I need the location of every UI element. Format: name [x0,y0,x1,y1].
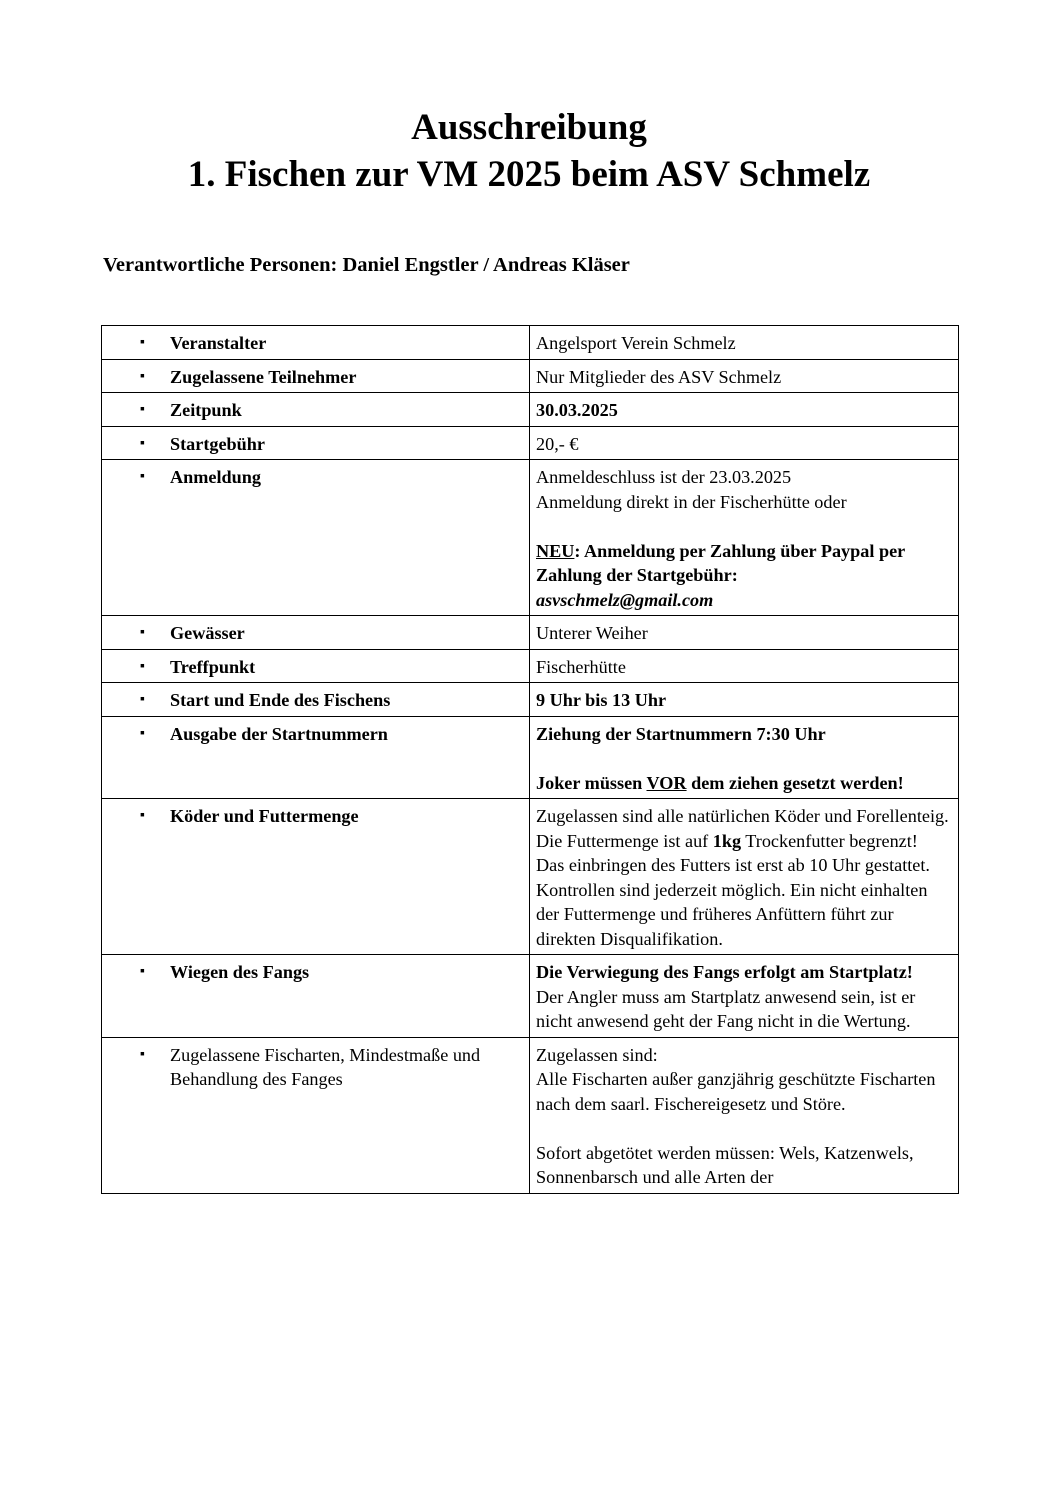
feed-time: Das einbringen des Futters ist erst ab 10 Uhr gestattet. [536,855,930,875]
row-label: Treffpunkt [170,656,256,677]
table-row [102,616,959,650]
bullet-icon: ▪ [140,402,145,417]
registration-paypal: NEU: Anmeldung per Zahlung über Paypal per Zahlung der Startgebühr: [536,540,905,585]
table-row [102,649,959,683]
table-row [102,955,959,1038]
row-label: Köder und Futtermenge [170,806,359,826]
row-label: Zugelassene Teilnehmer [170,366,357,387]
table-row [102,326,959,360]
bullet-icon: ▪ [140,435,145,451]
row-label: Gewässer [170,623,245,643]
row-label: Startgebühr [170,433,265,454]
controls-note: Kontrollen sind jederzeit möglich. Ein nicht einhalten der Futtermenge und früheres Anfüttern führt zur direkten Disqualifikation. [536,879,928,949]
row-label: Ausgabe der Startnummern [170,723,388,744]
row-value: Nur Mitglieder des ASV Schmelz [530,359,959,393]
weighing-note: Der Angler muss am Startplatz anwesend sein, ist er nicht anwesend geht der Fang nicht in die Wertung. [536,986,916,1031]
row-label: Zeitpunk [170,400,242,420]
bait-allowed: Zugelassen sind alle natürlichen Köder und Forellenteig. [536,806,949,826]
paypal-email: asvschmelz@gmail.com [536,589,714,610]
row-label: Anmeldung [170,467,261,487]
row-label: Wiegen des Fangs [170,962,310,982]
info-table [101,325,959,1194]
registration-direct: Anmeldung direkt in der Fischerhütte oder [536,491,847,512]
title-line-1: Ausschreibung [411,107,647,148]
bullet-icon: ▪ [140,368,145,384]
draw-time: Ziehung der Startnummern 7:30 Uhr [536,723,826,744]
row-label: Zugelassene Fischarten, Mindestmaße und Behandlung des Fanges [170,1044,481,1089]
row-label: Veranstalter [170,333,267,353]
table-row [102,716,959,799]
table-row [102,799,959,955]
species-heading: Zugelassen sind: [536,1044,658,1065]
row-value: 9 Uhr bis 13 Uhr [530,683,959,717]
bullet-icon: ▪ [140,469,145,484]
responsible-persons: Verantwortliche Personen: Daniel Engstler / Andreas Kläser [103,254,630,276]
document-title [0,104,1058,198]
row-label: Start und Ende des Fischens [170,690,391,710]
bullet-icon: ▪ [140,658,145,674]
new-label: NEU [536,540,575,561]
table-row [102,460,959,616]
row-value [530,460,959,616]
bullet-icon: ▪ [140,1046,145,1062]
row-value [530,716,959,799]
row-value [530,1037,959,1193]
row-value: Angelsport Verein Schmelz [530,326,959,360]
bullet-icon: ▪ [140,625,145,640]
row-value [530,955,959,1038]
species-kill: Sofort abgetötet werden müssen: Wels, Katzenwels, Sonnenbarsch und alle Arten der [536,1142,914,1187]
feed-limit: Die Futtermenge ist auf 1kg Trockenfutter begrenzt! [536,830,918,851]
table-row [102,1037,959,1193]
row-value [530,799,959,955]
bullet-icon: ▪ [140,808,145,823]
table-row [102,393,959,427]
bullet-icon: ▪ [140,725,145,741]
joker-note: Joker müssen VOR dem ziehen gesetzt werden! [536,772,904,793]
weighing-location: Die Verwiegung des Fangs erfolgt am Startplatz! [536,962,913,982]
row-value: 30.03.2025 [530,393,959,427]
table-row [102,359,959,393]
bullet-icon: ▪ [140,335,145,350]
bullet-icon: ▪ [140,692,145,707]
title-line-2: 1. Fischen zur VM 2025 beim ASV Schmelz [187,154,871,195]
table-row [102,426,959,460]
registration-deadline: Anmeldeschluss ist der 23.03.2025 [536,467,792,487]
row-value: Fischerhütte [530,649,959,683]
species-allowed: Alle Fischarten außer ganzjährig geschützte Fischarten nach dem saarl. Fischereigesetz und Störe. [536,1069,936,1114]
table-row [102,683,959,717]
row-value: 20,- € [530,426,959,460]
bullet-icon: ▪ [140,964,145,979]
row-value: Unterer Weiher [530,616,959,650]
